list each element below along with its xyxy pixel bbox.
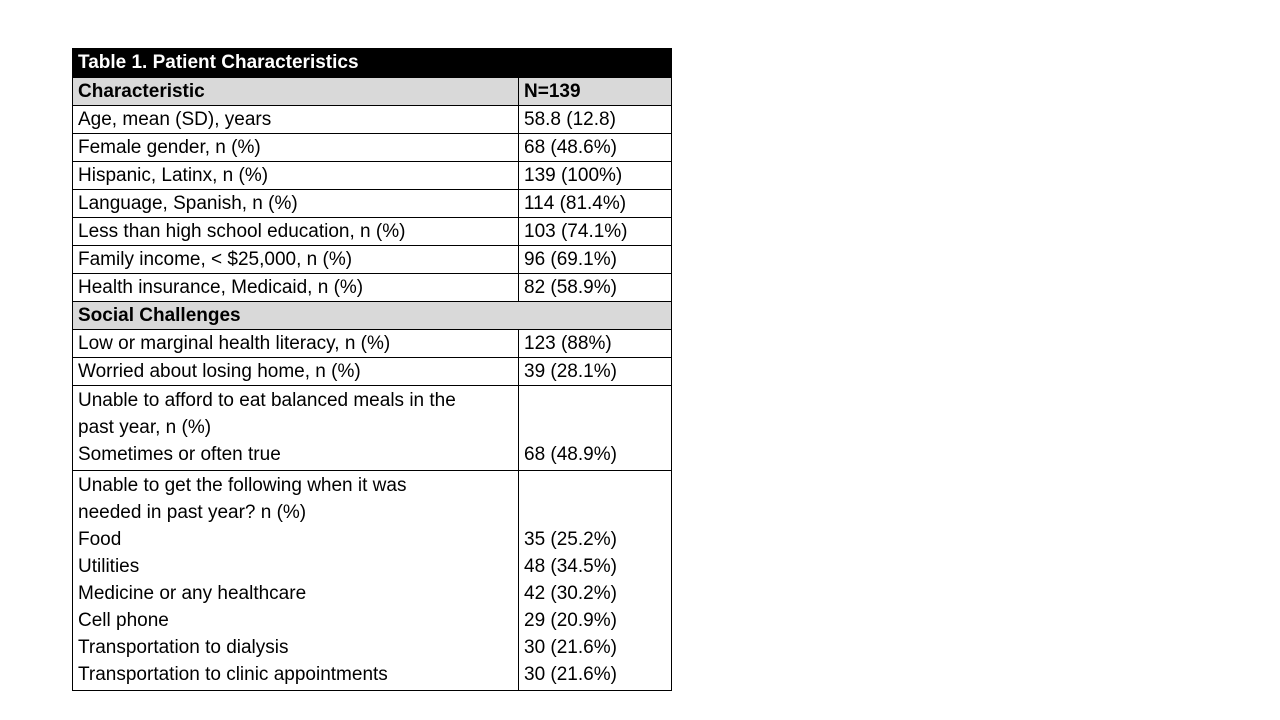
row-label: Low or marginal health literacy, n (%) [73, 330, 519, 358]
table-row [73, 134, 672, 162]
section-header-row [73, 302, 672, 330]
table-row [73, 246, 672, 274]
meals-question-line-1: Unable to afford to eat balanced meals in the [78, 390, 456, 411]
needs-item-value: 29 (20.9%) [524, 610, 617, 631]
needs-item-label: Cell phone [78, 610, 169, 631]
patient-characteristics-table [72, 48, 672, 691]
table-title-row [73, 49, 672, 78]
table-row [73, 358, 672, 386]
table-row [73, 274, 672, 302]
needs-question-line-2: needed in past year? n (%) [78, 502, 307, 523]
needs-item-label: Transportation to clinic appointments [78, 664, 388, 685]
needs-item-label: Utilities [78, 556, 140, 577]
table-header-row [73, 78, 672, 106]
needs-item-value: 30 (21.6%) [524, 637, 617, 658]
table-row [73, 106, 672, 134]
row-label: Age, mean (SD), years [73, 106, 519, 134]
row-value: 123 (88%) [519, 330, 672, 358]
row-label: Language, Spanish, n (%) [73, 190, 519, 218]
needs-item-value: 48 (34.5%) [524, 556, 617, 577]
table-row [73, 190, 672, 218]
row-label: Health insurance, Medicaid, n (%) [73, 274, 519, 302]
needs-question-line-1: Unable to get the following when it was [78, 475, 407, 496]
header-characteristic: Characteristic [73, 78, 519, 106]
needs-item-value: 35 (25.2%) [524, 529, 617, 550]
table-row [73, 218, 672, 246]
row-value: 82 (58.9%) [519, 274, 672, 302]
row-value: 58.8 (12.8) [519, 106, 672, 134]
row-label: Worried about losing home, n (%) [73, 358, 519, 386]
needs-item-label: Medicine or any healthcare [78, 583, 307, 604]
meals-label-cell [73, 386, 519, 471]
row-label: Female gender, n (%) [73, 134, 519, 162]
row-value: 139 (100%) [519, 162, 672, 190]
needs-item-value: 30 (21.6%) [524, 664, 617, 685]
needs-item-label: Transportation to dialysis [78, 637, 289, 658]
row-value: 114 (81.4%) [519, 190, 672, 218]
row-value: 68 (48.6%) [519, 134, 672, 162]
row-label: Family income, < $25,000, n (%) [73, 246, 519, 274]
needs-value-cell [519, 471, 672, 691]
table-row [73, 162, 672, 190]
section-title-social-challenges: Social Challenges [73, 302, 672, 330]
row-value: 39 (28.1%) [519, 358, 672, 386]
row-value: 103 (74.1%) [519, 218, 672, 246]
row-value: 96 (69.1%) [519, 246, 672, 274]
table-title: Table 1. Patient Characteristics [73, 49, 672, 78]
table-row [73, 330, 672, 358]
needs-item-value: 42 (30.2%) [524, 583, 617, 604]
needs-row [73, 471, 672, 691]
meals-row [73, 386, 672, 471]
row-label: Less than high school education, n (%) [73, 218, 519, 246]
meals-question-line-2: past year, n (%) [78, 417, 212, 438]
needs-item-label: Food [78, 529, 122, 550]
meals-sub-value: 68 (48.9%) [524, 444, 617, 465]
header-n: N=139 [519, 78, 672, 106]
needs-label-cell [73, 471, 519, 691]
row-label: Hispanic, Latinx, n (%) [73, 162, 519, 190]
meals-sub-label: Sometimes or often true [78, 444, 281, 465]
meals-value-cell [519, 386, 672, 471]
